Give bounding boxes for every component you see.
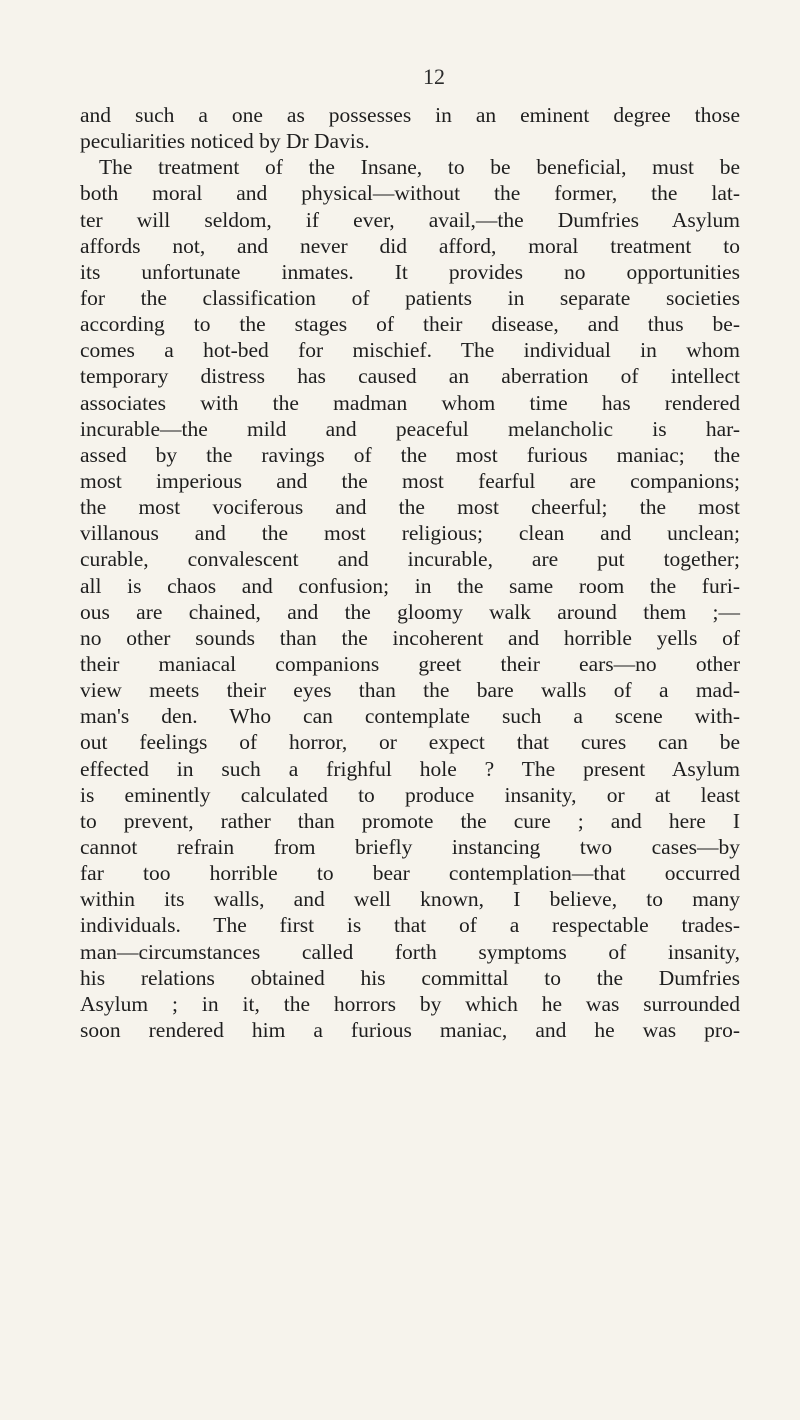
text-line: associates with the madman whom time has rendered <box>80 390 740 415</box>
text-line: incurable—the mild and peaceful melancholic is har- <box>80 416 740 441</box>
text-line: The treatment of the Insane, to be beneficial, must be <box>99 155 740 180</box>
text-line: assed by the ravings of the most furious maniac; the <box>80 442 740 467</box>
text-line: all is chaos and confusion; in the same room the furi- <box>80 573 740 598</box>
text-line: villanous and the most religious; clean and unclean; <box>80 521 740 546</box>
text-line: individuals. The first is that of a respectable trades- <box>80 913 740 938</box>
text-line: both moral and physical—without the former, the lat- <box>80 181 740 206</box>
text-line: and such a one as possesses in an eminent degree those <box>80 103 740 127</box>
text-line: temporary distress has caused an aberration of intellect <box>80 364 740 389</box>
text-line: within its walls, and well known, I believe, to many <box>80 887 740 912</box>
text-line: to prevent, rather than promote the cure ; and here I <box>80 808 740 833</box>
text-line: affords not, and never did afford, moral treatment to <box>80 233 740 258</box>
body-text <box>80 102 740 1043</box>
text-line: is eminently calculated to produce insanity, or at least <box>80 782 740 807</box>
text-line: far too horrible to bear contemplation—that occurred <box>80 861 740 886</box>
text-line: his relations obtained his committal to the Dumfries <box>80 965 740 990</box>
text-line: curable, convalescent and incurable, are put together; <box>80 547 740 572</box>
text-line: man's den. Who can contemplate such a scene with- <box>80 704 740 729</box>
text-line: Asylum ; in it, the horrors by which he was surrounded <box>80 991 740 1016</box>
text-line: out feelings of horror, or expect that cures can be <box>80 730 740 755</box>
text-line: ous are chained, and the gloomy walk around them ;— <box>80 599 740 624</box>
text-line: effected in such a frighful hole ? The present Asylum <box>80 756 740 781</box>
text-line: peculiarities noticed by Dr Davis. <box>80 129 370 154</box>
text-line: cannot refrain from briefly instancing two cases—by <box>80 834 740 859</box>
text-line: most imperious and the most fearful are companions; <box>80 468 740 493</box>
text-line: view meets their eyes than the bare walls of a mad- <box>80 678 740 703</box>
page-number: 12 <box>423 64 445 89</box>
text-line: for the classification of patients in separate societies <box>80 285 740 310</box>
text-line: their maniacal companions greet their ears—no other <box>80 651 740 676</box>
text-line: the most vociferous and the most cheerful; the most <box>80 495 740 520</box>
text-line: according to the stages of their disease, and thus be- <box>80 312 740 337</box>
text-line: comes a hot-bed for mischief. The individual in whom <box>80 338 740 363</box>
text-line: soon rendered him a furious maniac, and he was pro- <box>80 1017 740 1042</box>
text-line: ter will seldom, if ever, avail,—the Dumfries Asylum <box>80 207 740 232</box>
text-line: no other sounds than the incoherent and horrible yells of <box>80 625 740 650</box>
text-line: man—circumstances called forth symptoms of insanity, <box>80 939 740 964</box>
text-line: its unfortunate inmates. It provides no opportunities <box>80 259 740 284</box>
